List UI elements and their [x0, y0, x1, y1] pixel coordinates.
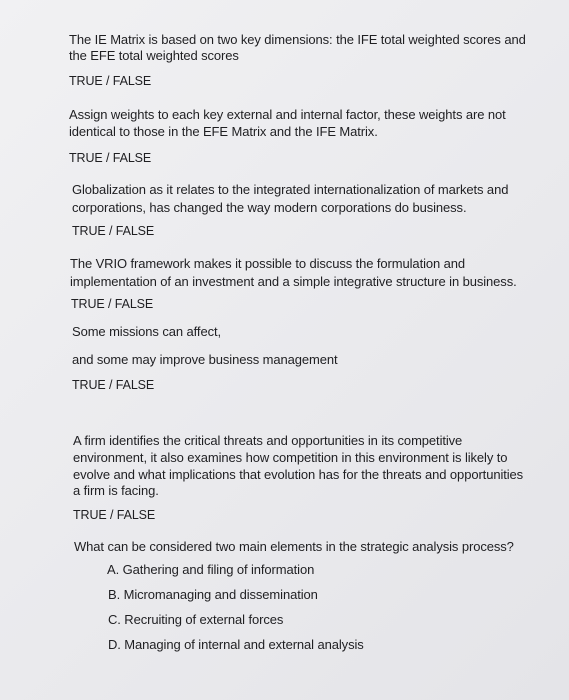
- q6-line1: A firm identifies the critical threats and opportunities in its competitive: [73, 433, 463, 448]
- q3-line1: Globalization as it relates to the integrated internationalization of markets and: [72, 182, 509, 197]
- q3-answer: TRUE / FALSE: [72, 224, 155, 238]
- q1-line2: the EFE total weighted scores: [69, 48, 239, 63]
- q6-answer: TRUE / FALSE: [73, 508, 156, 522]
- q4-answer: TRUE / FALSE: [71, 297, 154, 311]
- q5-answer: TRUE / FALSE: [72, 378, 155, 392]
- q3-line2: corporations, has changed the way modern corporations do business.: [72, 200, 467, 215]
- mcq-option-a: A. Gathering and filing of information: [107, 562, 315, 577]
- mcq-option-d: D. Managing of internal and external analysis: [108, 637, 364, 652]
- mcq-question: What can be considered two main elements in the strategic analysis process?: [74, 539, 514, 554]
- q1-line1: The IE Matrix is based on two key dimensions: the IFE total weighted scores and: [69, 32, 526, 47]
- q2-answer: TRUE / FALSE: [69, 151, 152, 165]
- q4-line1: The VRIO framework makes it possible to discuss the formulation and: [70, 256, 466, 271]
- mcq-option-b: B. Micromanaging and dissemination: [108, 587, 318, 602]
- q2-line2: identical to those in the EFE Matrix and the IFE Matrix.: [69, 124, 378, 139]
- q1-answer: TRUE / FALSE: [69, 74, 152, 88]
- q6-line4: a firm is facing.: [73, 483, 159, 498]
- q5-line1: Some missions can affect,: [72, 324, 221, 339]
- q5-line2: and some may improve business management: [72, 352, 338, 367]
- q6-line2: environment, it also examines how competition in this environment is likely to: [73, 450, 508, 465]
- q4-line2: implementation of an investment and a simple integrative structure in business.: [70, 274, 517, 289]
- q6-line3: evolve and what implications that evolution has for the threats and opportunities: [73, 467, 524, 482]
- mcq-option-c: C. Recruiting of external forces: [108, 612, 284, 627]
- q2-line1: Assign weights to each key external and internal factor, these weights are not: [69, 107, 506, 122]
